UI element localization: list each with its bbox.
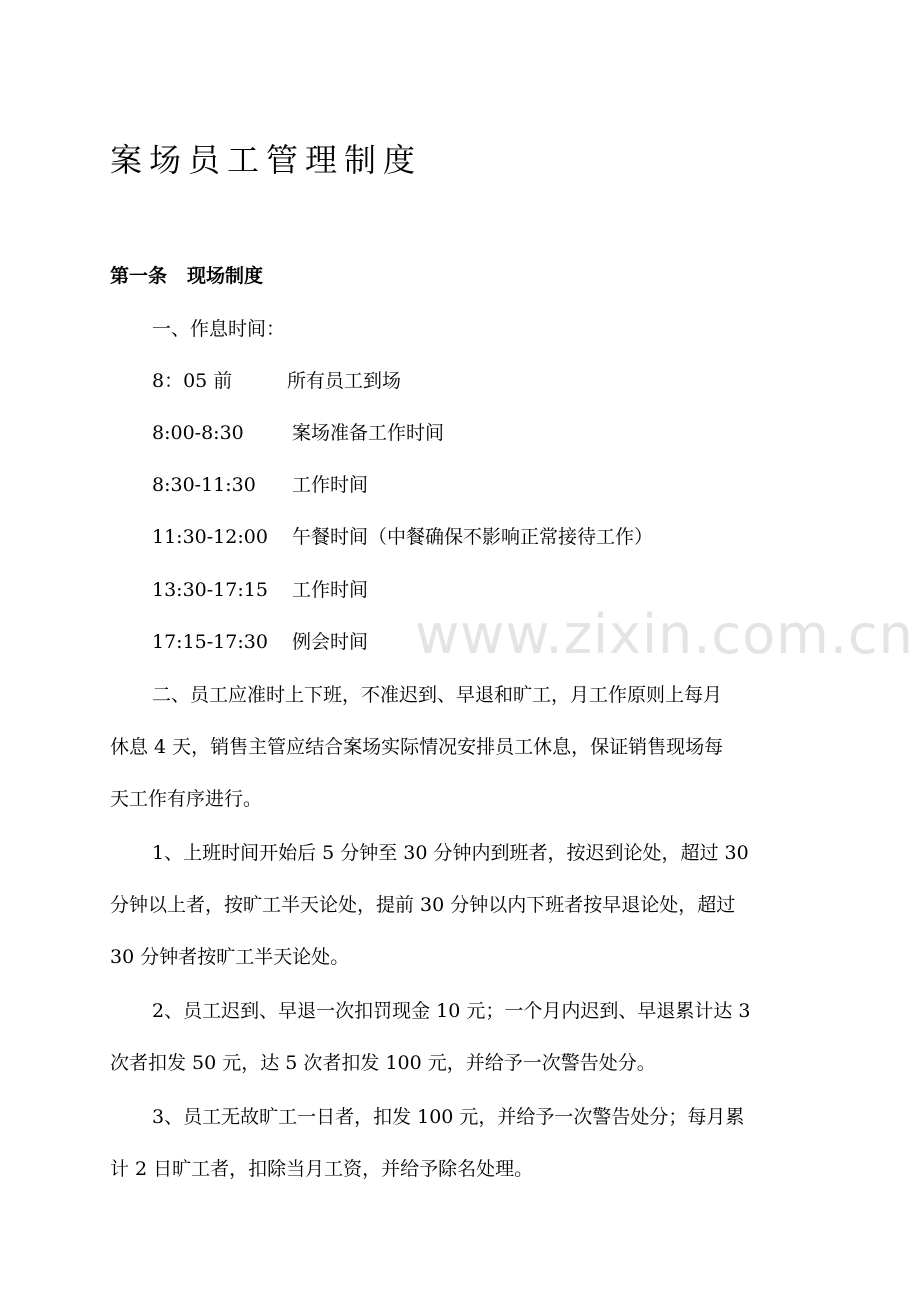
section-number: 第一条 (110, 265, 168, 287)
paragraph-line: 2、员工迟到、早退一次扣罚现金 10 元；一个月内迟到、早退累计达 3 (152, 1000, 751, 1022)
paragraph-line: 天工作有序进行。 (110, 788, 263, 810)
schedule-time: 8：05 前 (152, 370, 233, 392)
schedule-desc: 工作时间 (292, 579, 369, 601)
paragraph-line: 30 分钟者按旷工半天论处。 (110, 946, 350, 968)
paragraph-line: 1、上班时间开始后 5 分钟至 30 分钟内到班者，按迟到论处，超过 30 (152, 842, 749, 864)
document-title: 案场员工管理制度 (110, 141, 423, 179)
schedule-time: 8:30-11:30 (152, 474, 256, 496)
schedule-desc: 案场准备工作时间 (292, 422, 445, 444)
schedule-time: 17:15-17:30 (152, 631, 268, 653)
schedule-time: 13:30-17:15 (152, 579, 268, 601)
paragraph-line: 3、员工无故旷工一日者，扣发 100 元，并给予一次警告处分；每月累 (152, 1106, 745, 1128)
paragraph-line: 计 2 日旷工者，扣除当月工资，并给予除名处理。 (110, 1158, 534, 1180)
schedule-desc: 所有员工到场 (287, 370, 402, 392)
schedule-desc: 例会时间 (292, 631, 369, 653)
section-name: 现场制度 (187, 265, 264, 287)
schedule-desc: 午餐时间（中餐确保不影响正常接待工作） (292, 526, 654, 548)
paragraph-line: 休息 4 天，销售主管应结合案场实际情况安排员工休息，保证销售现场每 (110, 736, 724, 758)
paragraph-line: 分钟以上者，按旷工半天论处，提前 30 分钟以内下班者按早退论处，超过 (110, 894, 736, 916)
section-heading (110, 262, 263, 290)
paragraph-line: 次者扣发 50 元，达 5 次者扣发 100 元，并给予一次警告处分。 (110, 1052, 656, 1074)
schedule-time: 11:30-12:00 (152, 526, 268, 548)
schedule-time: 8:00-8:30 (152, 422, 244, 444)
watermark-text: www.zixin.com.cn (415, 603, 914, 666)
sub-heading-schedule: 一、作息时间： (152, 318, 286, 340)
schedule-desc: 工作时间 (292, 474, 369, 496)
paragraph-line: 二、员工应准时上下班，不准迟到、早退和旷工，月工作原则上每月 (152, 684, 723, 706)
